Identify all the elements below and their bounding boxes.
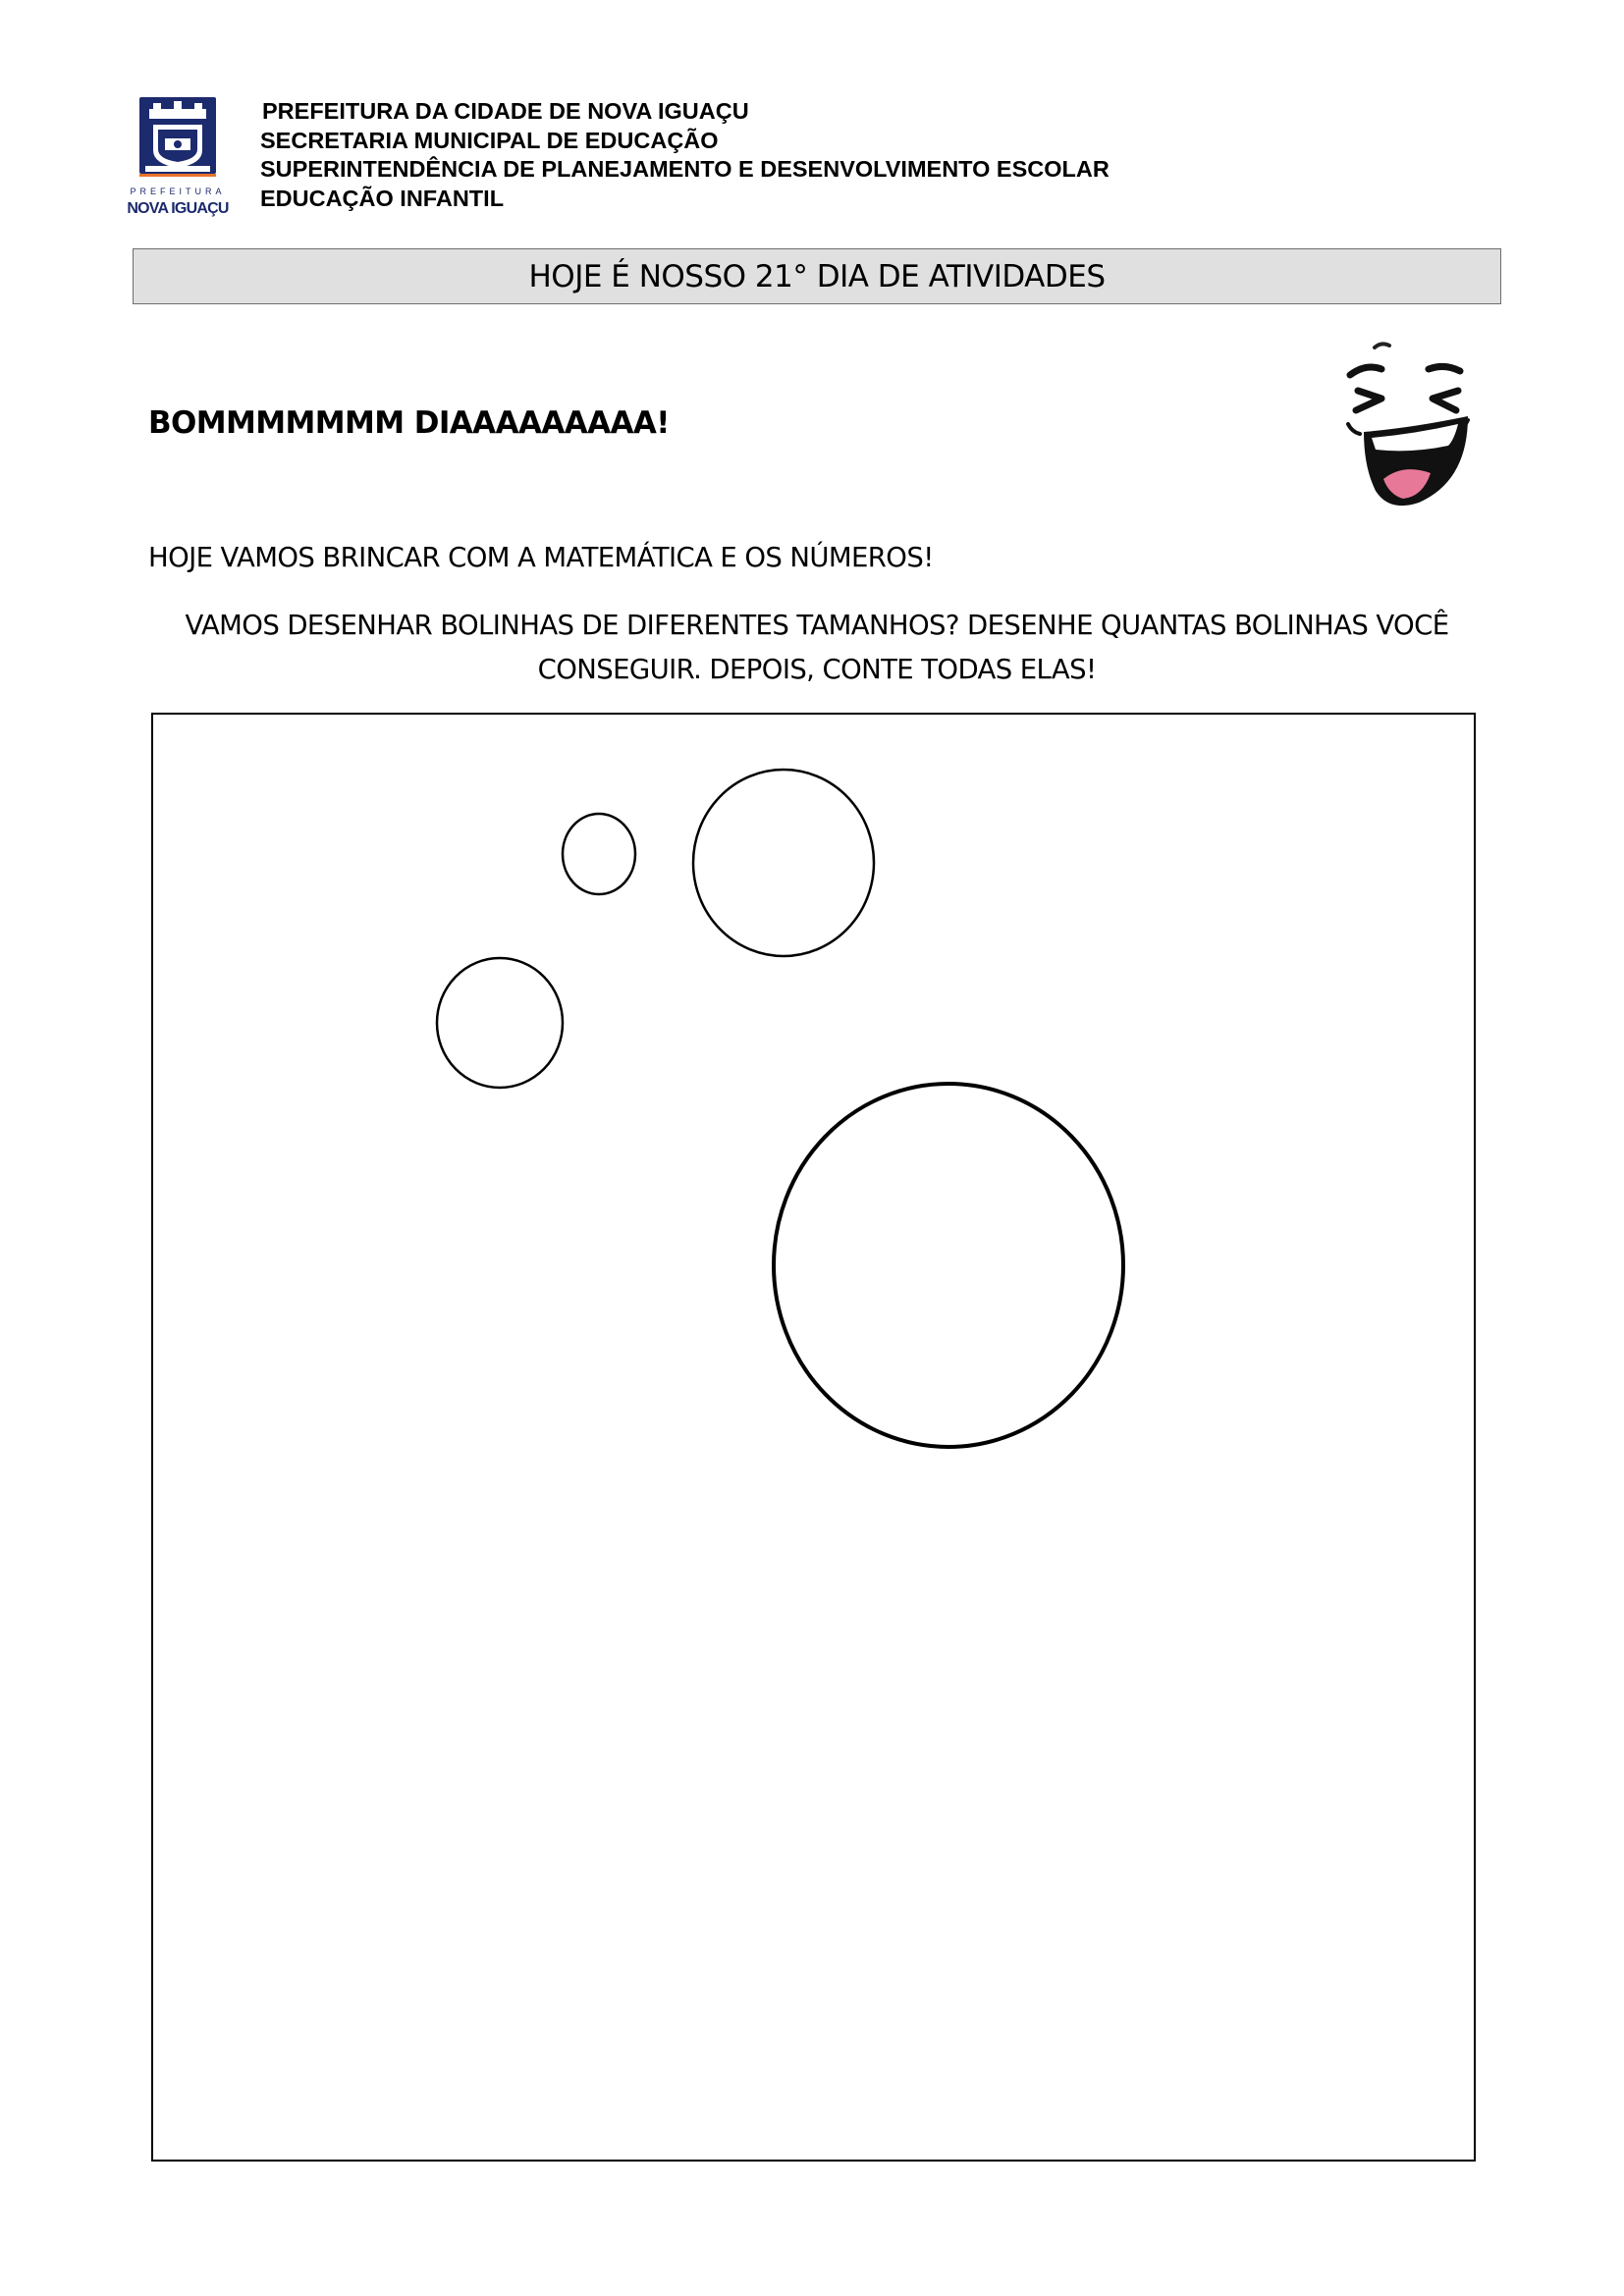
logo-caption-large: NOVA IGUAÇU	[127, 200, 229, 217]
prefeitura-logo	[126, 95, 230, 219]
header-line-secretaria: SECRETARIA MUNICIPAL DE EDUCAÇÃO	[260, 127, 719, 153]
intro-text: HOJE VAMOS BRINCAR COM A MATEMÁTICA E OS NÚMEROS!	[148, 542, 934, 573]
laughing-face-icon	[1321, 334, 1478, 530]
activity-instruction	[137, 604, 1496, 692]
coat-of-arms-icon	[126, 95, 230, 219]
example-circle-extra-large	[774, 1084, 1123, 1447]
instruction-line-1: VAMOS DESENHAR BOLINHAS DE DIFERENTES TAMANHOS? DESENHE QUANTAS BOLINHAS VOCÊ	[185, 610, 1449, 641]
example-circle-small	[563, 814, 635, 894]
header-line-educacao-infantil: EDUCAÇÃO INFANTIL	[260, 185, 505, 211]
example-circle-large	[693, 770, 874, 956]
example-circle-medium	[437, 958, 563, 1088]
instruction-line-2: CONSEGUIR. DEPOIS, CONTE TODAS ELAS!	[537, 654, 1097, 685]
activity-day-banner	[133, 248, 1501, 304]
header-line-superintendencia: SUPERINTENDÊNCIA DE PLANEJAMENTO E DESENVOLVIMENTO ESCOLAR	[260, 156, 1110, 182]
document-header	[260, 97, 1110, 213]
logo-caption-small: PREFEITURA	[130, 187, 226, 196]
greeting-heading: BOMMMMMMM DIAAAAAAAAA!	[148, 405, 670, 441]
banner-text: HOJE É NOSSO 21° DIA DE ATIVIDADES	[528, 258, 1106, 294]
header-line-prefeitura: PREFEITURA DA CIDADE DE NOVA IGUAÇU	[262, 98, 749, 124]
drawing-area[interactable]	[151, 713, 1476, 2162]
